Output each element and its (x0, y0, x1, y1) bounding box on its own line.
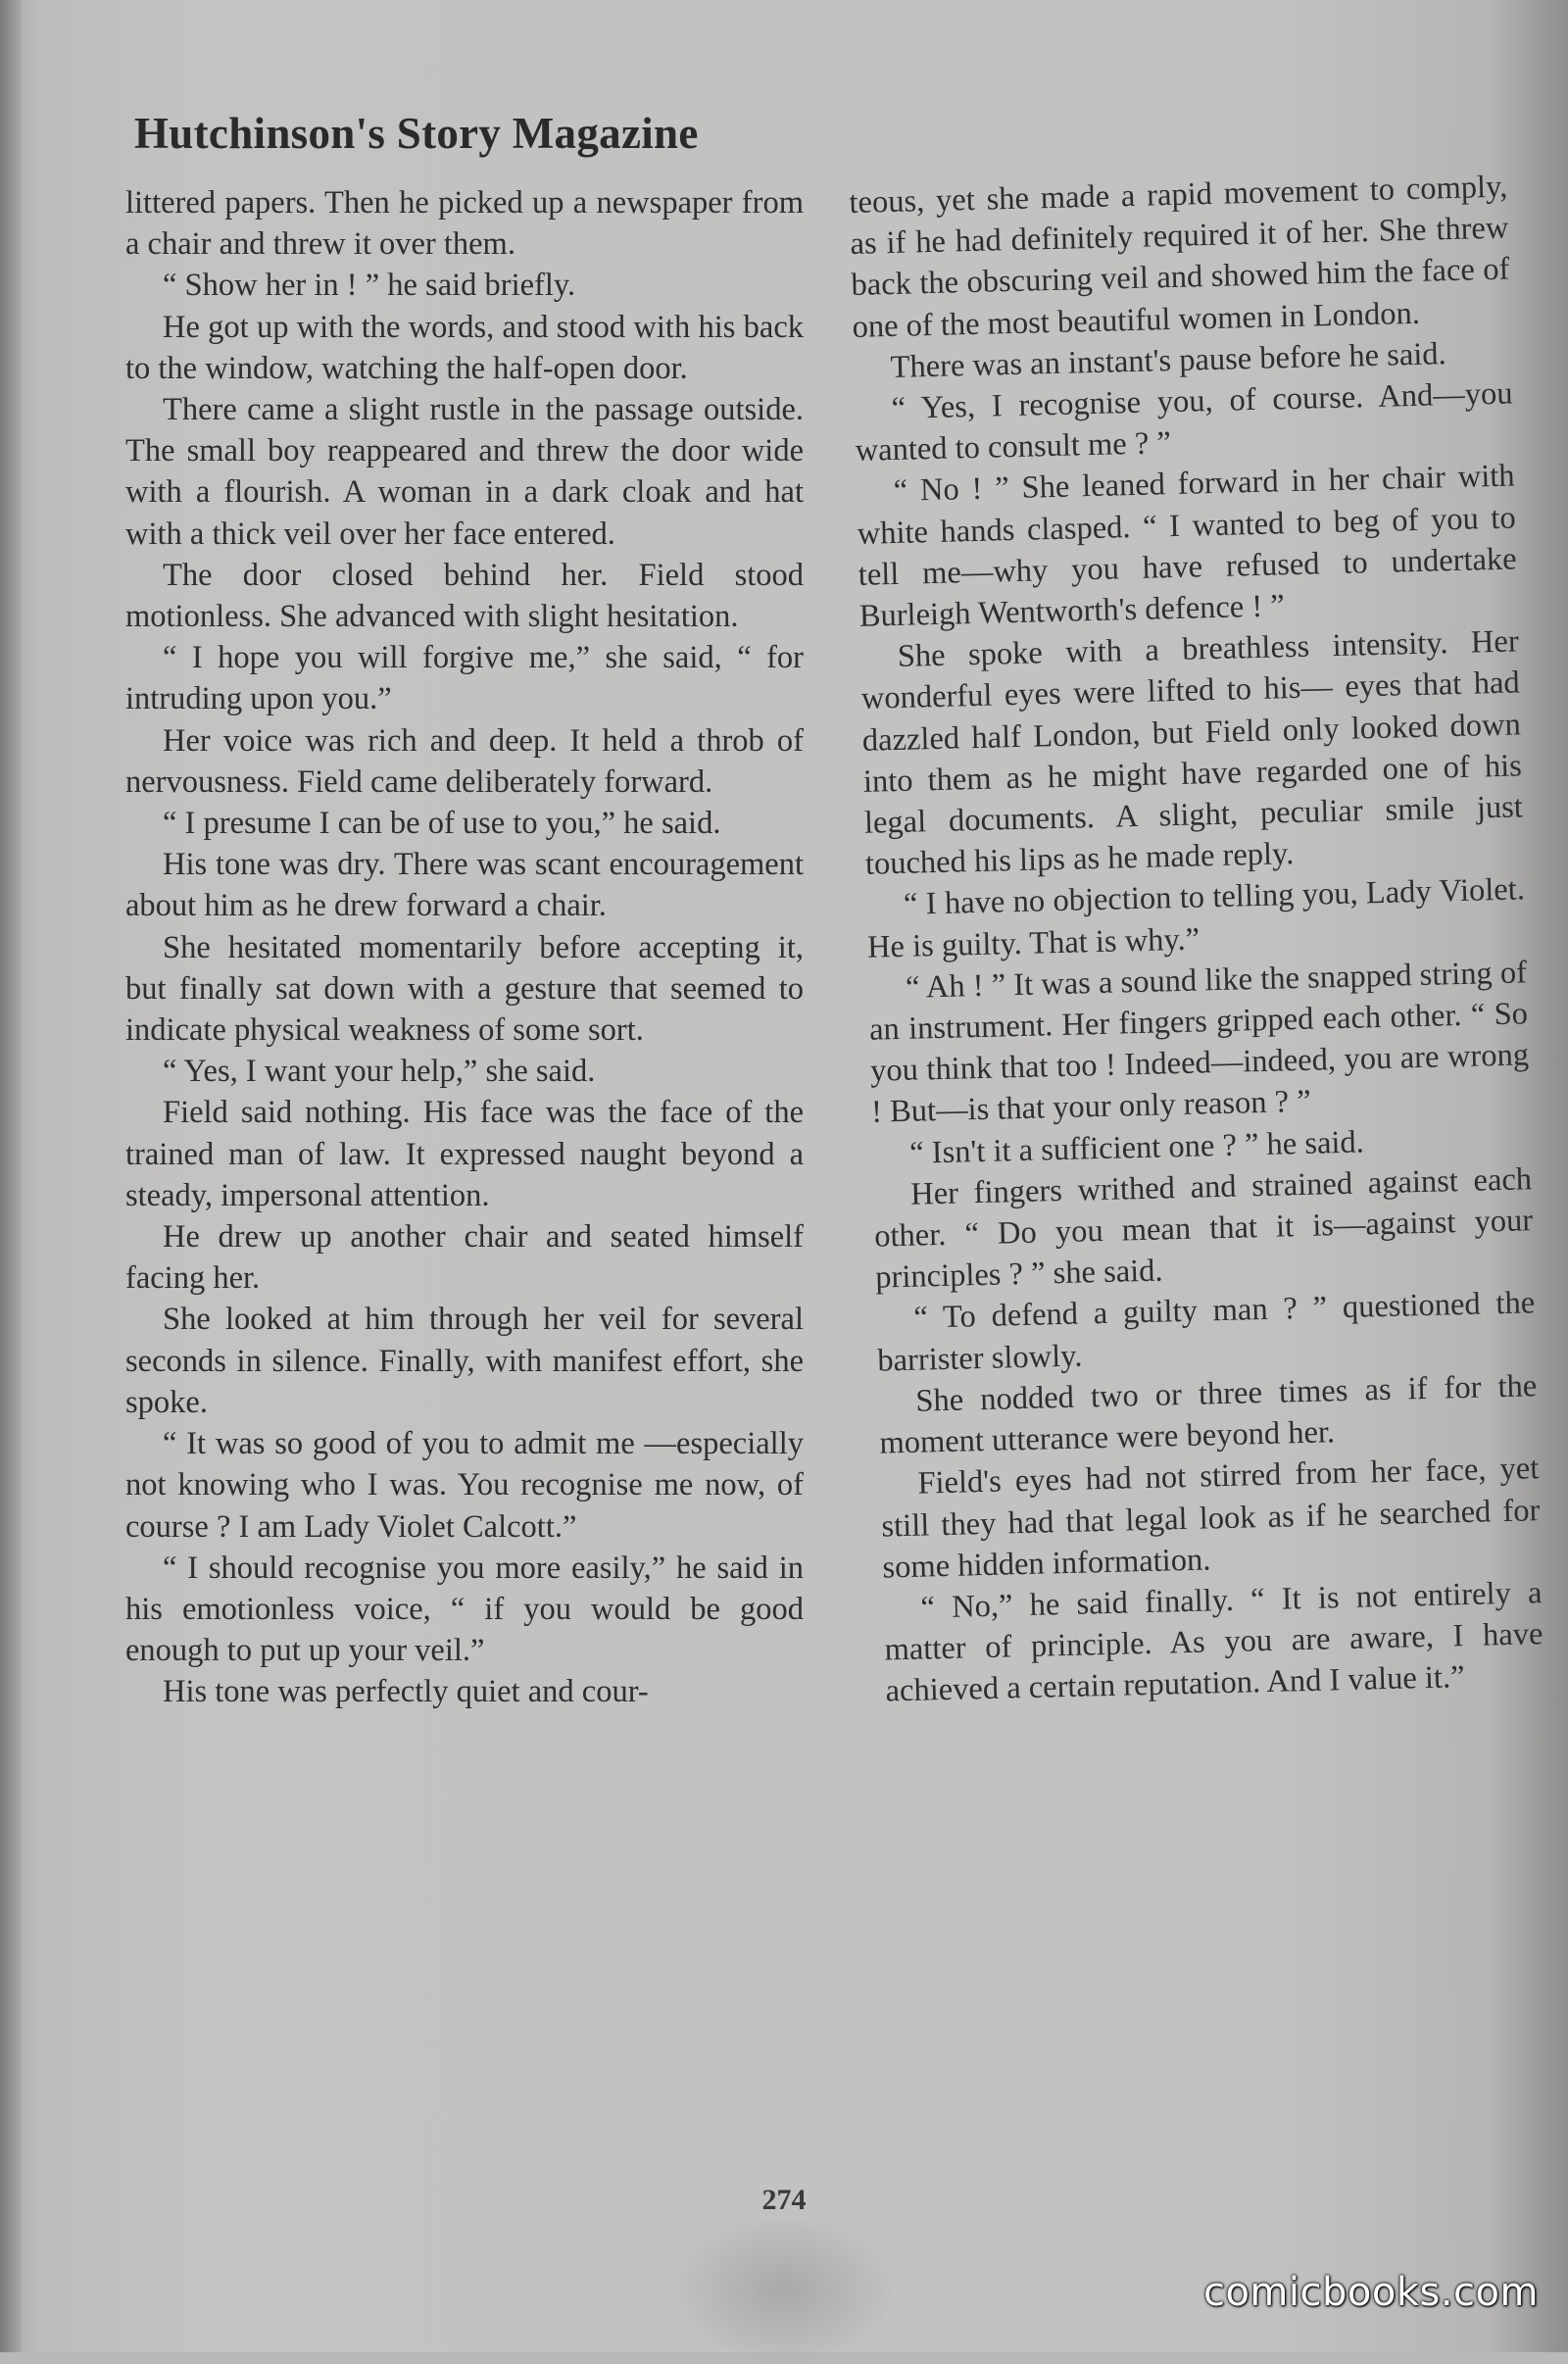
paragraph: Her voice was rich and deep. It held a throb of nervousness. Field came deliberately forward. (125, 722, 804, 800)
paragraph: He got up with the words, and stood with his back to the window, watching the half-open door. (125, 309, 804, 386)
paragraph: Her fingers writhed and strained against each other. “ Do you mean that it is—against your principles ? ” she said. (873, 1161, 1534, 1296)
paragraph: “ It was so good of you to admit me —especially not knowing who I was. You recognise me now, of course ? I am Lady Violet Calcott.” (125, 1426, 804, 1545)
paragraph: “ I hope you will forgive me,” she said, “ for intruding upon you.” (125, 640, 804, 717)
paragraph: “ Yes, I recognise you, of course. And—you wanted to consult me ? ” (855, 375, 1513, 469)
paragraph: There came a slight rustle in the passage outside. The small boy reappeared and threw the door wide with a flourish. A woman in a dark cloak and hat with a thick veil over her face entered. (125, 392, 804, 552)
paragraph: “ I presume I can be of use to you,” he said. (163, 806, 721, 842)
paragraph: She nodded two or three times as if for the moment utterance were beyond her. (879, 1368, 1538, 1461)
paragraph: The door closed behind her. Field stood motionless. She advanced with slight hesitation. (125, 557, 804, 635)
paragraph: His tone was dry. There was scant encouragement about him as he drew forward a chair. (125, 847, 804, 924)
paragraph: There was an instant's pause before he said. (890, 335, 1447, 385)
paragraph: She looked at him through her veil for several seconds in silence. Finally, with manifest effort, she spoke. (125, 1302, 804, 1420)
paragraph: She spoke with a breathless intensity. Her wonderful eyes were lifted to his— eyes that had dazzled half London, but Field only looked down into them as he might have regarded one of his legal documents. A slight, peculiar smile just touched his lips as he made reply. (860, 623, 1524, 883)
running-header: Hutchinson's Story Magazine (134, 109, 699, 158)
paragraph: “ To defend a guilty man ? ” questioned the barrister slowly. (876, 1285, 1536, 1379)
book-spine-shadow (0, 0, 22, 2352)
paragraph: “ No,” he said finally. “ It is not entirely a matter of principle. As you are aware, I have achieved a certain reputation. And I value it.” (884, 1575, 1544, 1709)
paragraph: “ Ah ! ” It was a sound like the snapped string of an instrument. Her fingers gripped each other. “ So you think that too ! Indeed—indeed, you are wrong ! But—is that your only reason ? ” (868, 955, 1530, 1131)
paragraph: “ Show her in ! ” he said briefly. (163, 268, 576, 304)
paragraph: teous, yet she made a rapid movement to comply, as if he had definitely required it of her. She threw back the obscuring veil and showed him the face of one of the most beautiful women in London. (849, 169, 1510, 345)
page-number: 274 (761, 2184, 807, 2216)
library-stamp (676, 2217, 892, 2364)
left-column (125, 182, 804, 1713)
paragraph: Field said nothing. His face was the face of the trained man of law. It expressed naught beyond a steady, impersonal attention. (125, 1095, 804, 1213)
paragraph: Field's eyes had not stirred from her face, yet still they had that legal look as if he searched for some hidden information. (881, 1451, 1541, 1586)
paragraph: “ Yes, I want your help,” she said. (163, 1054, 596, 1090)
right-column (849, 167, 1544, 1712)
site-watermark: comicbooks.com (1202, 2270, 1539, 2315)
paragraph: littered papers. Then he picked up a newspaper from a chair and threw it over them. (125, 185, 804, 263)
paragraph: “ No ! ” She leaned forward in her chair with white hands clasped. “ I wanted to beg of you to tell me—why you have refused to undertake Burleigh Wentworth's defence ! ” (857, 458, 1518, 634)
paragraph: He drew up another chair and seated himself facing her. (125, 1219, 804, 1297)
paragraph: “ Isn't it a sufficient one ? ” he said. (908, 1124, 1365, 1171)
paragraph: His tone was perfectly quiet and cour- (163, 1674, 649, 1710)
paragraph: “ I have no objection to telling you, Lady Violet. He is guilty. That is why.” (866, 871, 1526, 965)
paragraph: She hesitated momentarily before accepting it, but finally sat down with a gesture that seemed to indicate physical weakness of some sort. (125, 929, 804, 1049)
paragraph: “ I should recognise you more easily,” he said in his emotionless voice, “ if you would be good enough to put up your veil.” (125, 1550, 804, 1669)
